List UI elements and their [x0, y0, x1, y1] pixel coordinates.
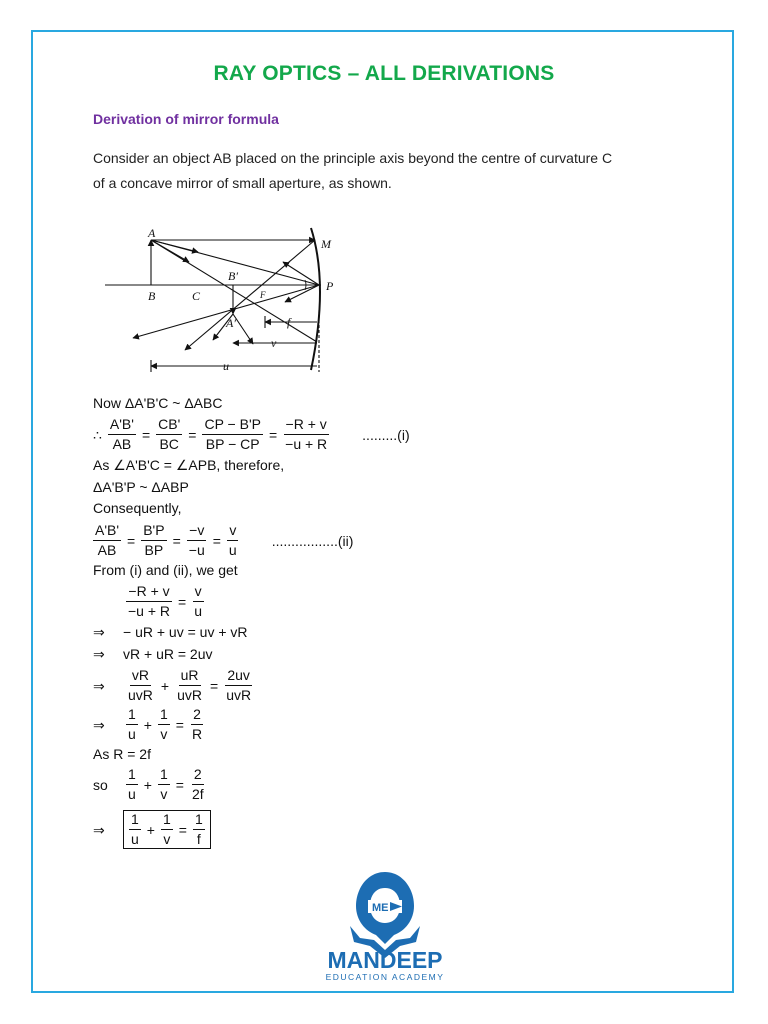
intro-line-1: Consider an object AB placed on the principle axis beyond the centre of curvature C [93, 150, 613, 166]
label-C: C [192, 289, 201, 303]
equation-reciprocal: ⇒ $\frac{1}{u}$ + $\frac{1}{v}$ = $\frac{2}{R}$ [93, 706, 203, 742]
intro-line-2: of a concave mirror of small aperture, as shown. [93, 175, 392, 191]
equation-cross-multiply: ⇒ − uR + uv = uv + vR [93, 624, 248, 640]
fraction: $\frac{vR}{\text{uvR}}$ [128, 667, 153, 703]
label-F: F [260, 290, 266, 300]
ray-arrow-6 [233, 314, 253, 344]
intro-paragraph [93, 146, 693, 196]
label-B: B [148, 289, 156, 303]
label-f: f [287, 315, 291, 329]
fraction: $\frac{v}{u}$ [194, 583, 203, 619]
fraction: $\frac{1}{f}$ [194, 811, 203, 847]
equation-ii: $\frac{A'B'}{AB}$ = $\frac{B'P}{BP}$ = $\frac{-v}{-u}$ = $\frac{v}{u}$ .................(ii) [95, 522, 354, 558]
line-similar-triangles-1: Now ΔA'B'C ~ ΔABC [93, 395, 223, 411]
ray-arrow-3 [283, 262, 319, 285]
label-P: P [326, 279, 334, 293]
fraction: $\frac{-R + v}{-u + R}$ [285, 416, 328, 452]
ray-arrow-2 [151, 240, 198, 252]
equation-simplified: ⇒ vR + uR = 2uv [93, 646, 213, 662]
equation-combined: $\frac{-R + v}{-u + R}$ = $\frac{v}{u}$ [128, 583, 203, 619]
equation-divide: ⇒ $\frac{vR}{\text{uvR}}$ + $\frac{uR}{\text{uvR}}$ = $\frac{2uv}{\text{uvR}}$ [93, 667, 252, 703]
boxed-result: $\frac{1}{u}$ + $\frac{1}{v}$ = $\frac{1}{f}$ [123, 810, 211, 849]
fraction: $\frac{-v}{-u}$ [188, 522, 205, 558]
fraction: $\frac{CB'}{BC}$ [158, 416, 181, 452]
logo-name: MANDEEP [327, 947, 443, 973]
fraction: $\frac{2}{2f}$ [191, 766, 204, 802]
logo-mark-text: ME [372, 902, 389, 914]
mirror-ray-diagram [93, 210, 365, 378]
label-B-prime: B′ [228, 269, 238, 283]
fraction: $\frac{A'B'}{AB}$ [95, 522, 120, 558]
label-A-prime: A′ [226, 316, 236, 330]
fraction: $\frac{1}{v}$ [159, 706, 168, 742]
equation-substituted: so $\frac{1}{u}$ + $\frac{1}{v}$ = $\frac{2}{2f}$ [93, 766, 204, 802]
fraction: $\frac{2uv}{\text{uvR}}$ [226, 667, 252, 703]
fraction: $\frac{A'B'}{AB}$ [109, 416, 134, 452]
equation-i: ∴ $\frac{A'B'}{AB}$ = $\frac{CB'}{BC}$ = $\frac{CP - B'P}{BP - CP}$ = $\frac{-R + v}{-u + R}$ .........(i) [93, 416, 410, 452]
fraction: $\frac{uR}{\text{uvR}}$ [177, 667, 202, 703]
fraction: $\frac{-R + v}{-u + R}$ [128, 583, 171, 619]
fraction: $\frac{2}{R}$ [191, 706, 203, 742]
fraction: $\frac{v}{u}$ [228, 522, 237, 558]
line-consequently: Consequently, [93, 500, 182, 516]
equation-tag-ii: .................(ii) [271, 532, 354, 549]
section-heading: Derivation of mirror formula [93, 111, 279, 127]
line-from-i-ii: From (i) and (ii), we get [93, 562, 238, 578]
ray-arrow-1 [151, 240, 189, 262]
concave-mirror [311, 228, 320, 370]
page-title: RAY OPTICS – ALL DERIVATIONS [213, 62, 555, 85]
ray-reflected-from-pole [133, 285, 319, 338]
fraction: $\frac{CP - B'P}{BP - CP}$ [204, 416, 261, 452]
line-r-equals-2f: As R = 2f [93, 746, 151, 762]
mandeep-logo [310, 868, 460, 983]
fraction: $\frac{1}{v}$ [162, 811, 171, 847]
label-A: A [148, 226, 156, 240]
label-u: u [223, 359, 229, 373]
fraction: $\frac{1}{u}$ [131, 811, 139, 847]
fraction: $\frac{1}{u}$ [128, 766, 136, 802]
logo-tagline: EDUCATION ACADEMY [325, 972, 445, 982]
label-v: v [271, 336, 277, 350]
equation-mirror-formula: ⇒ $\frac{1}{u}$ + $\frac{1}{v}$ = $\frac{1}{f}$ [93, 810, 211, 849]
line-similar-triangles-2: ΔA'B'P ~ ΔABP [93, 479, 189, 495]
fraction: $\frac{1}{u}$ [128, 706, 136, 742]
ray-reflected-through-focus [185, 240, 315, 350]
fraction: $\frac{B'P}{BP}$ [143, 522, 165, 558]
equation-tag-i: .........(i) [362, 426, 410, 443]
label-M: M [321, 237, 331, 251]
line-angles-equal: As ∠A'B'C = ∠APB, therefore, [93, 457, 285, 473]
fraction: $\frac{1}{v}$ [159, 766, 168, 802]
